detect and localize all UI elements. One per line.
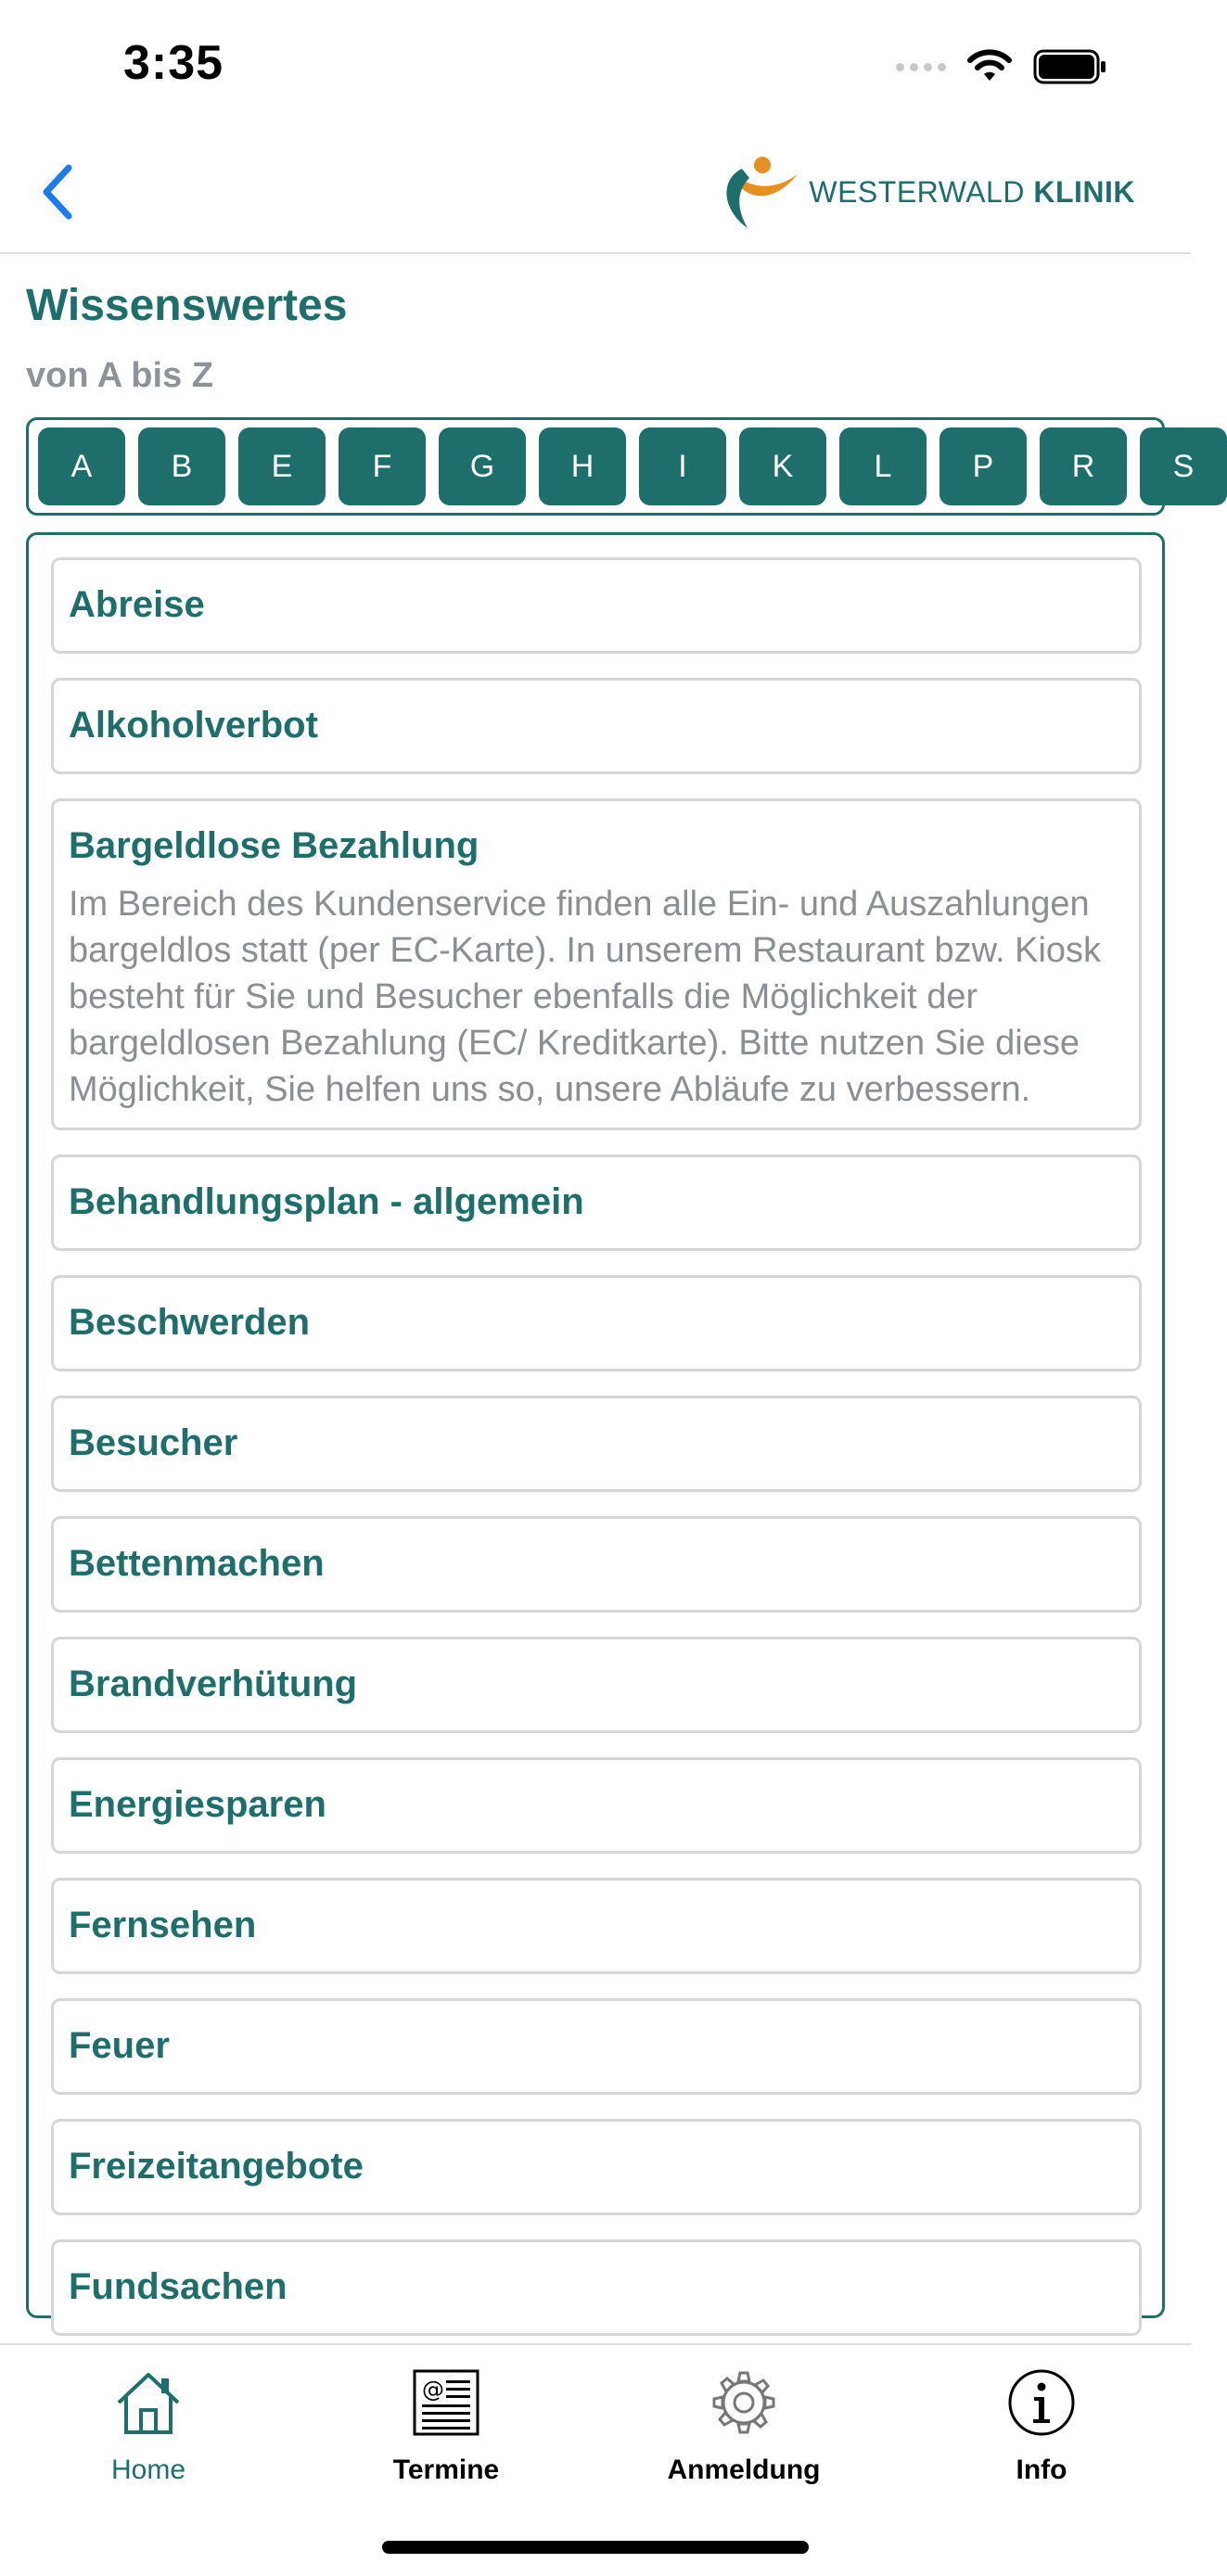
letter-button-a[interactable]: A <box>38 427 125 505</box>
letter-button-k[interactable]: K <box>739 427 826 505</box>
tab-label: Termine <box>392 2455 500 2485</box>
list-item[interactable] <box>51 2119 1142 2215</box>
gear-icon <box>709 2367 779 2438</box>
letter-button-h[interactable]: H <box>539 427 626 505</box>
tab-label: Info <box>1016 2455 1067 2485</box>
chevron-left-icon <box>39 162 76 222</box>
item-title: Bargeldlose Bezahlung <box>69 825 479 866</box>
letter-button-l[interactable]: L <box>839 427 927 505</box>
list-item[interactable] <box>51 557 1142 654</box>
home-indicator <box>382 2541 809 2554</box>
info-icon <box>1006 2367 1077 2438</box>
status-time: 3:35 <box>123 36 224 90</box>
topic-list-panel[interactable] <box>26 532 1165 2318</box>
letter-button-e[interactable]: E <box>238 427 326 505</box>
item-title: Abreise <box>69 584 205 625</box>
letter-button-s[interactable]: S <box>1140 427 1227 505</box>
back-button[interactable] <box>30 159 85 224</box>
navigation-bar <box>0 130 1191 254</box>
status-icons <box>896 48 1107 85</box>
list-item[interactable] <box>51 1998 1142 2095</box>
item-title: Beschwerden <box>69 1302 311 1343</box>
list-item[interactable] <box>51 1396 1142 1492</box>
letter-button-f[interactable]: F <box>339 427 426 505</box>
list-item[interactable] <box>51 1516 1142 1613</box>
letter-button-b[interactable]: B <box>138 427 225 505</box>
item-title: Alkoholverbot <box>69 705 318 746</box>
wifi-icon <box>966 49 1013 84</box>
item-description: Im Bereich des Kundenservice finden alle Ein- und Auszahlungen bargeldlos statt (per EC-Karte). In unserem Restaurant bzw. Kiosk besteht für Sie und Besucher ebenfalls die Möglichkeit der bargeldlosen Bezahlung (EC/ Kreditkarte). Bitte nutzen Sie diese Möglichkeit, Sie helfen uns so, unsere Abläufe zu verbessern. <box>69 885 1102 1109</box>
logo-text: WESTERWALD KLINIK <box>809 174 1135 209</box>
status-bar <box>0 0 1191 130</box>
page-title: Wissenswertes <box>26 281 348 330</box>
item-title: Energiesparen <box>69 1784 326 1825</box>
topic-list <box>51 557 1142 2360</box>
list-item[interactable] <box>51 1275 1142 1371</box>
list-item[interactable] <box>51 1757 1142 1854</box>
list-item[interactable] <box>51 1637 1142 1733</box>
tab-info[interactable] <box>930 2364 1153 2503</box>
list-item[interactable] <box>51 1154 1142 1251</box>
item-title: Bettenmachen <box>69 1543 325 1584</box>
item-title: Freizeitangebote <box>69 2146 364 2187</box>
item-title: Besucher <box>69 1422 238 1463</box>
item-title: Behandlungsplan - allgemein <box>69 1181 584 1222</box>
letter-index-bar[interactable] <box>26 417 1195 516</box>
list-item[interactable] <box>51 798 1142 1130</box>
clinic-logo <box>714 150 1135 234</box>
letter-button-g[interactable]: G <box>439 427 526 505</box>
page-subtitle: von A bis Z <box>26 356 213 395</box>
item-title: Fernsehen <box>69 1905 257 1945</box>
list-item[interactable] <box>51 678 1142 774</box>
tab-anmeldung[interactable] <box>633 2364 855 2503</box>
item-title: Fundsachen <box>69 2266 288 2307</box>
letter-button-r[interactable]: R <box>1040 427 1127 505</box>
tab-label: Home <box>110 2455 186 2485</box>
home-icon <box>113 2367 184 2438</box>
logo-mark-icon <box>714 150 803 234</box>
list-item[interactable] <box>51 2239 1142 2336</box>
battery-icon <box>1033 49 1107 84</box>
list-item[interactable] <box>51 1878 1142 1974</box>
letter-button-i[interactable]: I <box>639 427 726 505</box>
svg-text:@: @ <box>422 2377 444 2403</box>
newspaper-icon <box>411 2367 481 2438</box>
signal-icon <box>896 63 946 71</box>
tab-termine[interactable] <box>335 2364 557 2503</box>
tab-home[interactable] <box>37 2364 260 2503</box>
tab-label: Anmeldung <box>667 2455 821 2485</box>
item-title: Feuer <box>69 2025 170 2066</box>
item-title: Brandverhütung <box>69 1664 358 1704</box>
letter-button-p[interactable]: P <box>939 427 1027 505</box>
